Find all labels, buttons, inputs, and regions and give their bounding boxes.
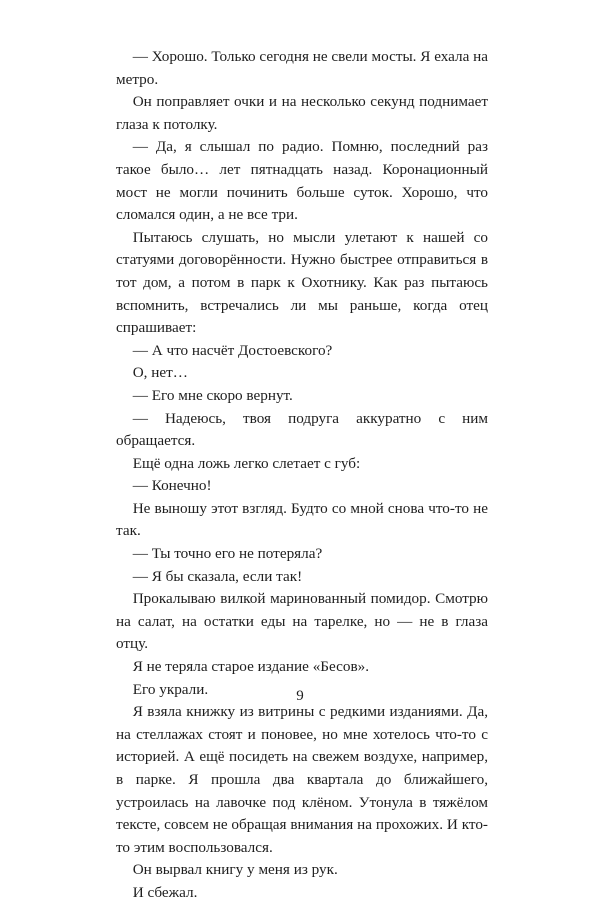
paragraph: Он вырвал книгу у меня из рук. bbox=[132, 861, 338, 879]
paragraph: Я взяла книжку из витрины с редкими изданиями. Да, на стеллажах стоят и поновее, но мне хотелось что-то с историей. А ещё посидеть на свежем воздухе, например, в парке. Я прошла два квартала до ближайшего, устроилась на лавочке под клёном. Утонула в тяжёлом тексте, совсем не обращая внимания на прохожих. И кто-то этим воспользовался. bbox=[116, 703, 488, 856]
body-text bbox=[116, 46, 488, 905]
paragraph: Я не теряла старое издание «Бесов». bbox=[132, 658, 370, 676]
paragraph: Прокалываю вилкой маринованный помидор. Смотрю на салат, на остатки еды на тарелке, но — не в глаза отцу. bbox=[116, 590, 488, 653]
paragraph: — А что насчёт Достоевского? bbox=[132, 341, 333, 359]
paragraph: И сбежал. bbox=[132, 883, 198, 901]
paragraph: — Ты точно его не потеряла? bbox=[132, 545, 323, 563]
paragraph: — Да, я слышал по радио. Помню, последний раз такое было… лет пятнадцать назад. Коронационный мост не могли починить больше суток. Хорошо, что сломался один, а не все три. bbox=[116, 138, 488, 224]
paragraph: Не выношу этот взгляд. Будто со мной снова что-то не так. bbox=[116, 499, 488, 540]
paragraph: О, нет… bbox=[132, 364, 188, 382]
paragraph: — Я бы сказала, если так! bbox=[132, 567, 303, 585]
paragraph: Он поправляет очки и на несколько секунд поднимает глаза к потолку. bbox=[116, 93, 488, 133]
paragraph: — Хорошо. Только сегодня не свели мосты. Я ехала на метро. bbox=[116, 48, 488, 88]
paragraph: — Конечно! bbox=[132, 477, 212, 495]
paragraph: Ещё одна ложь легко слетает с губ: bbox=[132, 454, 361, 472]
paragraph: — Надеюсь, твоя подруга аккуратно с ним обращается. bbox=[116, 409, 488, 450]
page-number: 9 bbox=[296, 688, 304, 704]
paragraph: Пытаюсь слушать, но мысли улетают к нашей со статуями договорённости. Нужно быстрее отправиться в тот дом, а потом в парк к Охотнику. Как раз пытаюсь вспомнить, встречались ли мы раньше, когда отец спрашивает: bbox=[116, 228, 488, 337]
paragraph: — Его мне скоро вернут. bbox=[132, 386, 293, 404]
paragraph: Его украли. bbox=[132, 680, 209, 698]
